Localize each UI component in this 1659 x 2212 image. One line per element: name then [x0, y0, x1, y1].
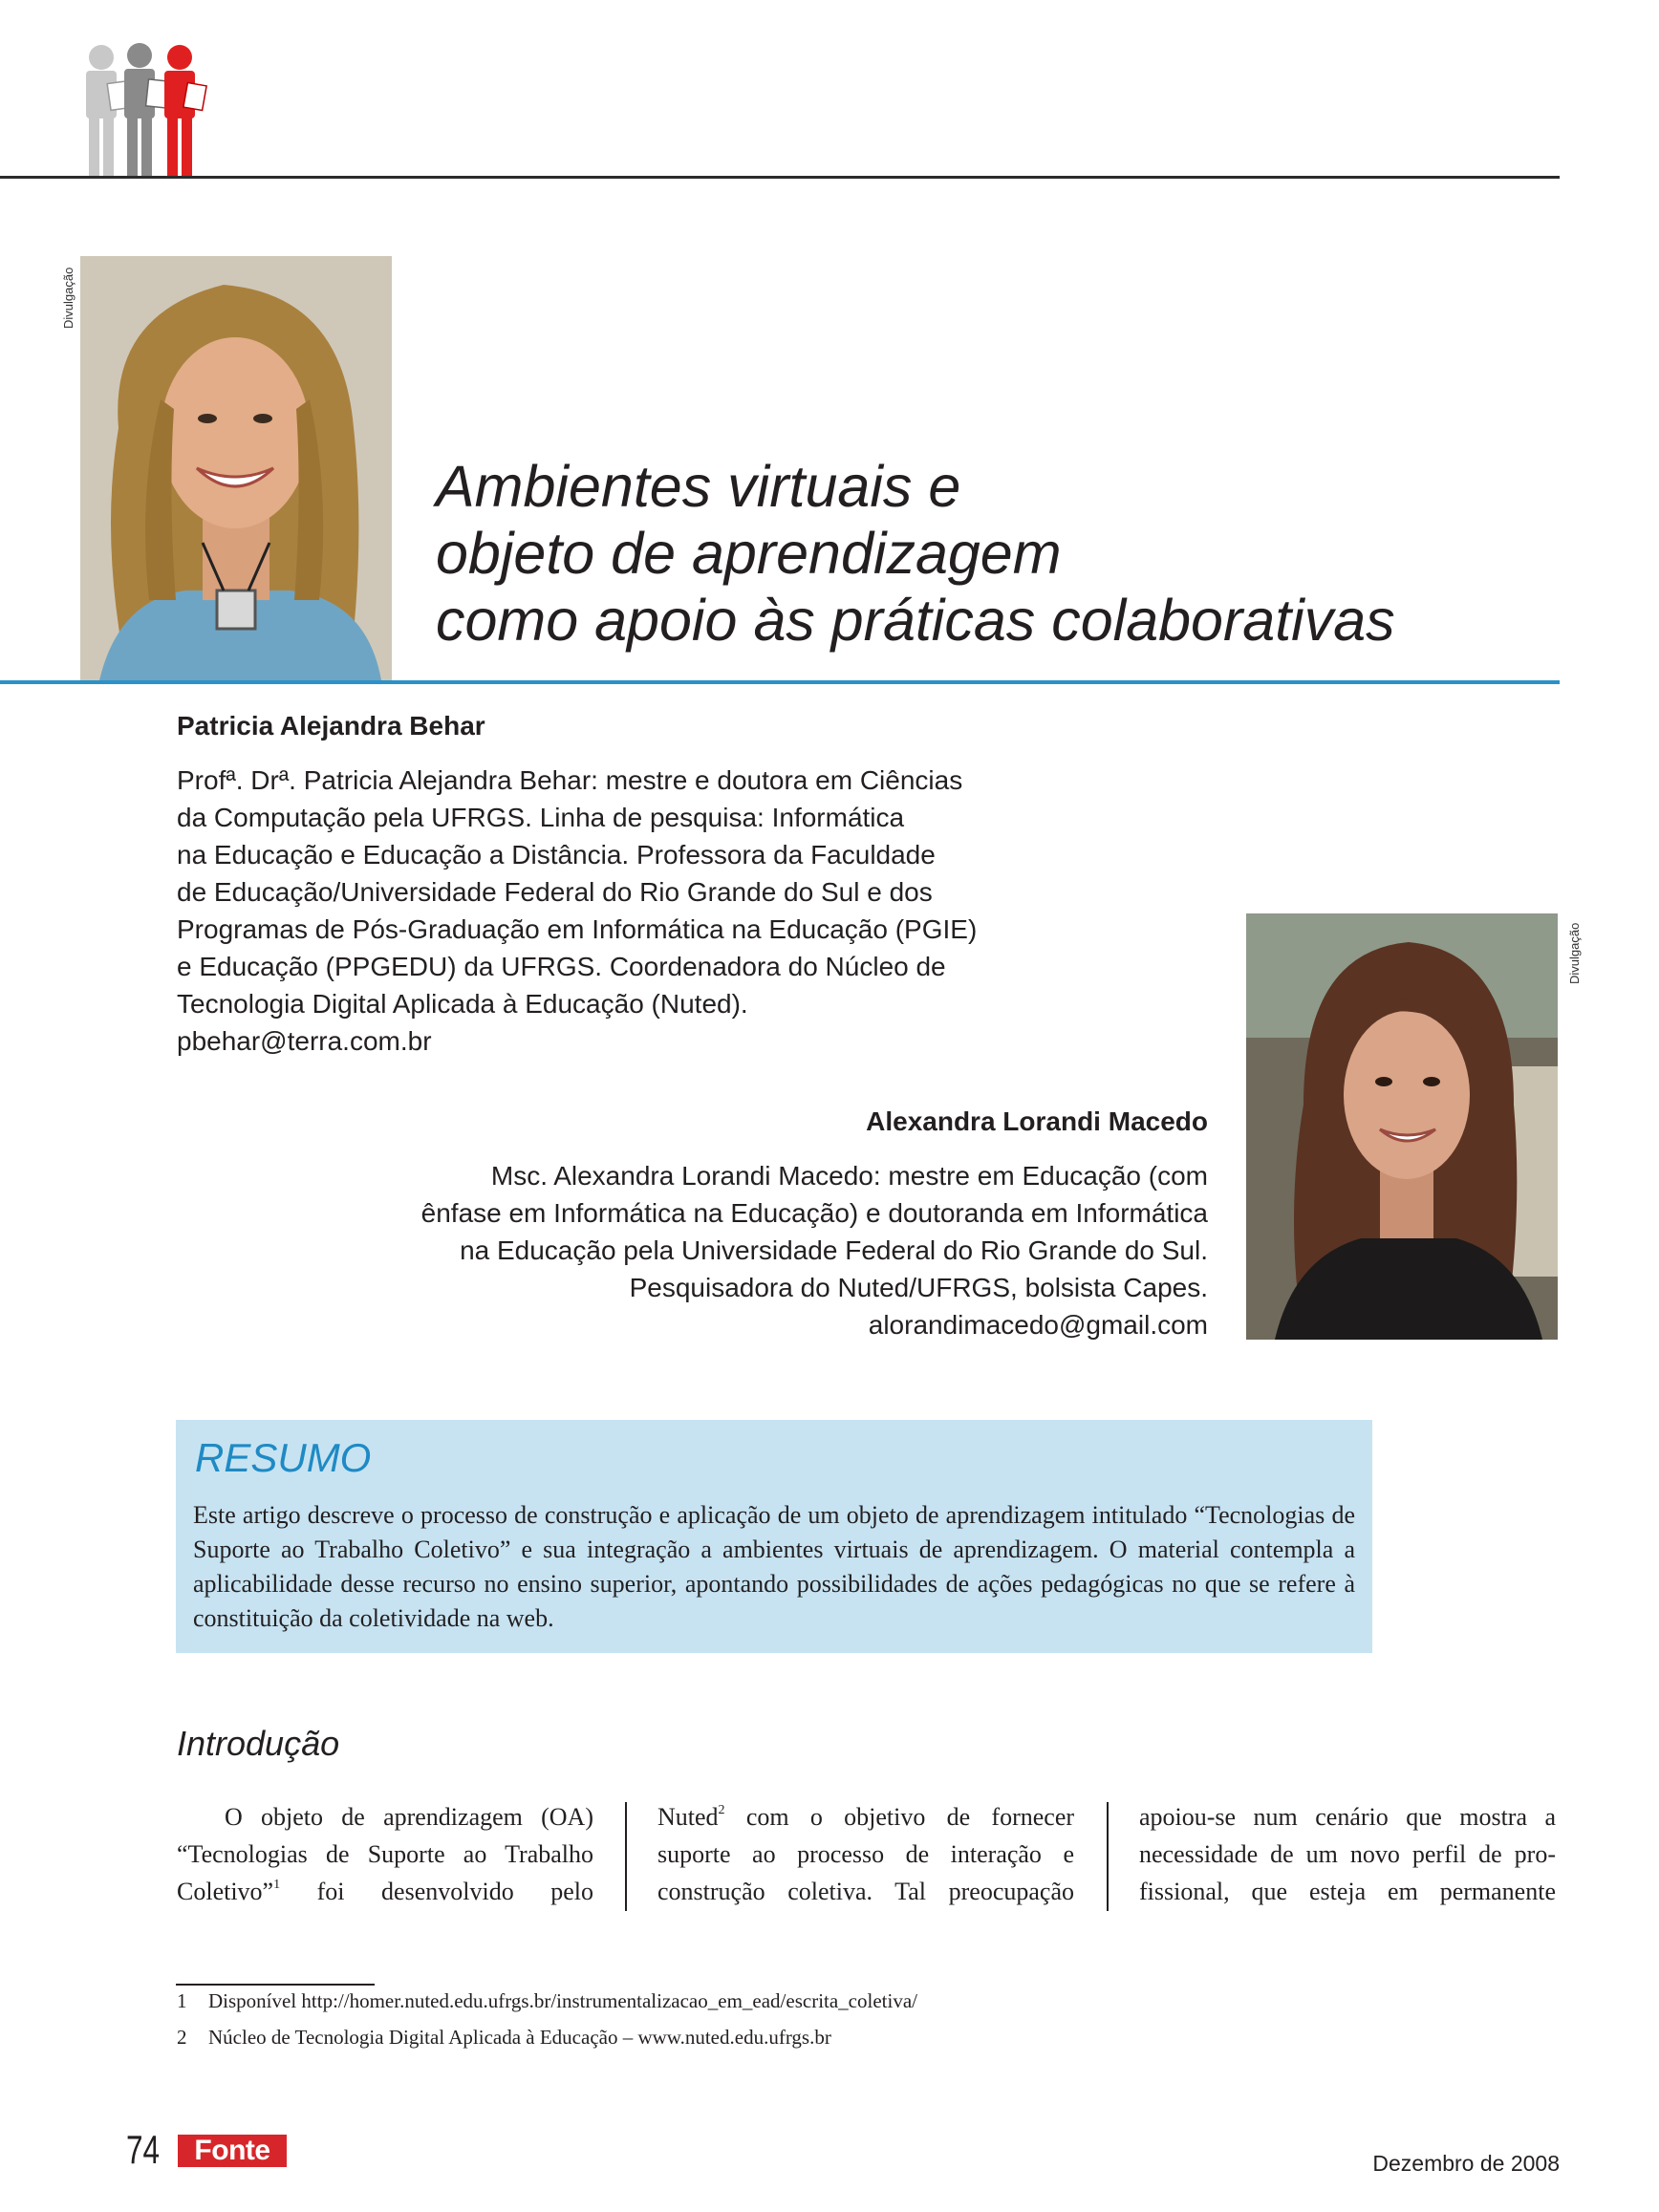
- bio-line: da Computação pela UFRGS. Linha de pesquisa: Informática: [177, 803, 905, 832]
- footnote-number: 2: [177, 2026, 187, 2049]
- title-line: como apoio às práticas colaborativas: [436, 588, 1395, 653]
- text-line: fissional, que esteja em permanente: [1139, 1878, 1556, 1905]
- bio-line: Tecnologia Digital Aplicada à Educação (Nuted).: [177, 989, 748, 1019]
- text-fragment: Coletivo”: [177, 1878, 274, 1905]
- text-line: “Tecnologias de Suporte ao Trabalho: [177, 1840, 593, 1868]
- author-bio: [177, 762, 1056, 1060]
- section-heading: Introdução: [177, 1724, 340, 1763]
- text-line: necessidade de um novo perfil de pro-: [1139, 1840, 1556, 1868]
- text-fragment: Nuted: [657, 1803, 719, 1831]
- title-rule: [0, 680, 1560, 684]
- bio-line: Profª. Drª. Patricia Alejandra Behar: mestre e doutora em Ciências: [177, 765, 963, 795]
- bio-line: ênfase em Informática na Educação) e doutoranda em Informática: [420, 1198, 1208, 1228]
- author-photo-macedo: [1246, 913, 1558, 1340]
- author-email[interactable]: pbehar@terra.com.br: [177, 1026, 432, 1056]
- footnote-rule: [176, 1984, 375, 1986]
- brand-logo: Fonte: [178, 2135, 287, 2167]
- bio-line: e Educação (PPGEDU) da UFRGS. Coordenadora do Núcleo de: [177, 952, 946, 981]
- text-fragment: foi desenvolvido pelo: [316, 1878, 594, 1905]
- bio-line: Programas de Pós-Graduação em Informática na Educação (PGIE): [177, 914, 978, 944]
- footnote-text[interactable]: Disponível http://homer.nuted.edu.ufrgs.br/instrumentalizacao_em_ead/escrita_coletiva/: [208, 1989, 917, 2012]
- bio-line: Msc. Alexandra Lorandi Macedo: mestre em Educação (com: [490, 1161, 1208, 1191]
- text-line: [177, 1873, 593, 1910]
- photo-credit: Divulgação: [1567, 922, 1582, 984]
- issue-date: Dezembro de 2008: [1372, 2151, 1560, 2176]
- text-fragment: com o objetivo de fornecer: [745, 1803, 1075, 1831]
- footnote-number: 1: [177, 1989, 187, 2012]
- footnote: [177, 2026, 831, 2050]
- author-name: Patricia Alejandra Behar: [177, 711, 485, 741]
- text-column: [177, 1798, 593, 1910]
- bio-line: Pesquisadora do Nuted/UFRGS, bolsista Capes.: [629, 1273, 1208, 1302]
- author-bio: [344, 1157, 1208, 1343]
- abstract-box: [176, 1420, 1372, 1653]
- bio-line: na Educação pela Universidade Federal do Rio Grande do Sul.: [460, 1235, 1208, 1265]
- text-line: suporte ao processo de interação e: [657, 1840, 1074, 1868]
- column-divider: [1107, 1802, 1109, 1911]
- article-title: [436, 453, 1544, 654]
- text-line: O objeto de aprendizagem (OA): [225, 1803, 593, 1831]
- text-line: [657, 1798, 1074, 1836]
- text-line: apoiou-se num cenário que mostra a: [1139, 1803, 1556, 1831]
- author-name: Alexandra Lorandi Macedo: [866, 1106, 1208, 1136]
- footnote-text[interactable]: Núcleo de Tecnologia Digital Aplicada à Educação – www.nuted.edu.ufrgs.br: [208, 2026, 831, 2049]
- footnote-ref[interactable]: 2: [718, 1803, 725, 1817]
- footnote-ref[interactable]: 1: [273, 1878, 281, 1892]
- bio-line: na Educação e Educação a Distância. Professora da Faculdade: [177, 840, 936, 870]
- abstract-text: Este artigo descreve o processo de construção e aplicação de um objeto de aprendizagem intitulado “Tecnologias de Suporte ao Trabalho Coletivo” e sua integração a ambientes virtuais de aprendizagem. O material contempla a aplicabilidade desse recurso no ensino superior, apontando possibilidades de ações pedagógicas no que se refere à constituição da coletividade na web.: [193, 1501, 1355, 1632]
- title-line: Ambientes virtuais e: [436, 454, 961, 519]
- header-rule: [0, 176, 1560, 179]
- page-number: 74: [126, 2127, 161, 2172]
- text-line: construção coletiva. Tal preocupação: [657, 1878, 1074, 1905]
- author-photo-behar: [80, 256, 392, 680]
- title-line: objeto de aprendizagem: [436, 521, 1062, 586]
- abstract-heading: RESUMO: [195, 1435, 372, 1480]
- text-column: [1139, 1798, 1556, 1910]
- column-divider: [625, 1802, 627, 1911]
- text-column: [657, 1798, 1074, 1910]
- photo-credit: Divulgação: [61, 267, 75, 329]
- bio-line: de Educação/Universidade Federal do Rio Grande do Sul e dos: [177, 877, 933, 907]
- footnote: [177, 1989, 917, 2013]
- author-email[interactable]: alorandimacedo@gmail.com: [868, 1310, 1208, 1340]
- magazine-logo-icon: [80, 42, 214, 180]
